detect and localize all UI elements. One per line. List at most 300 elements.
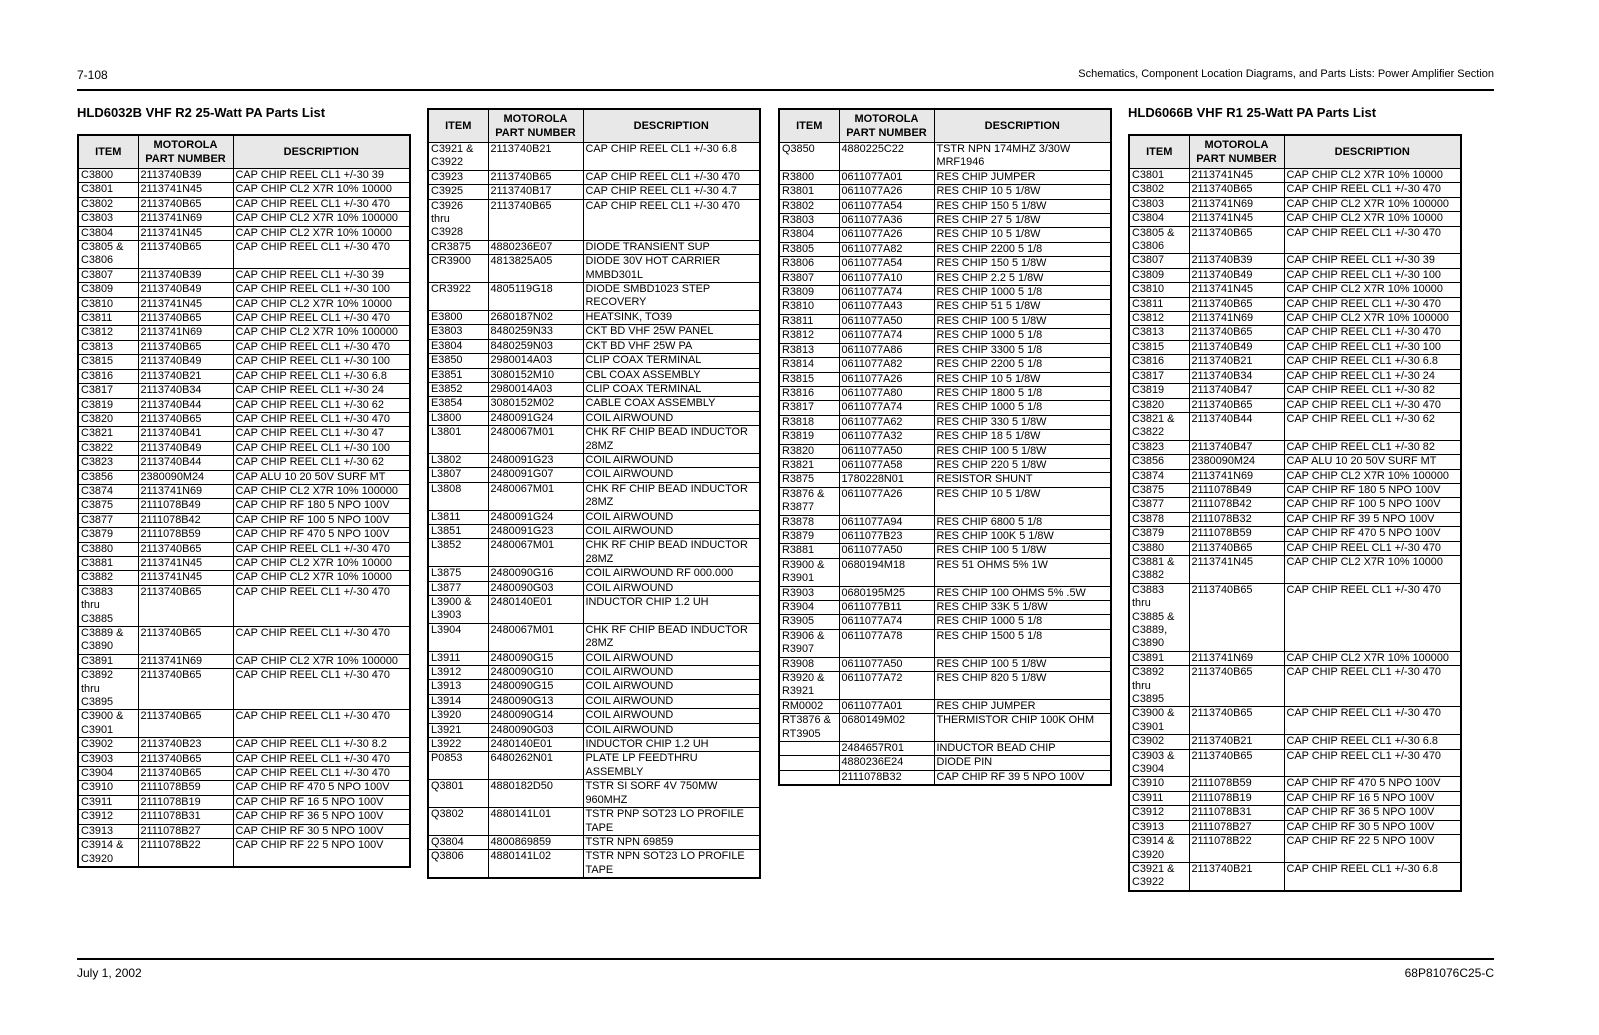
description-cell: RES CHIP 1000 5 1/8 — [934, 286, 1111, 300]
part-number-cell: 2480140E01 — [488, 596, 583, 624]
part-number-cell: 2111078B27 — [1189, 820, 1284, 834]
description-cell: RES CHIP 100 5 1/8W — [934, 657, 1111, 671]
description-cell: RES CHIP 1000 5 1/8 — [934, 401, 1111, 415]
item-cell: C3910 — [78, 781, 138, 795]
part-number-cell: 2113740B49 — [138, 355, 233, 369]
description-cell: INDUCTOR CHIP 1.2 UH — [583, 738, 760, 752]
part-number-cell: 2480091G23 — [488, 524, 583, 538]
table-row — [78, 297, 410, 311]
table-row — [779, 185, 1111, 199]
item-cell: C3875 — [78, 499, 138, 513]
table-row — [78, 795, 410, 809]
table-row — [779, 143, 1111, 171]
description-cell: CHK RF CHIP BEAD INDUCTOR 28MZ — [583, 539, 760, 567]
item-cell: C3883 thru C3885 & C3889, C3890 — [1129, 583, 1189, 651]
description-cell: CAP ALU 10 20 50V SURF MT — [233, 470, 410, 484]
description-cell: CAP CHIP REEL CL1 +/-30 470 — [1284, 226, 1461, 254]
description-cell: CAP CHIP REEL CL1 +/-30 6.8 — [1284, 862, 1461, 890]
item-cell: R3807 — [779, 271, 839, 285]
item-cell: R3819 — [779, 430, 839, 444]
item-cell: C3819 — [78, 398, 138, 412]
part-number-cell: 2480140E01 — [488, 738, 583, 752]
description-cell: CAP CHIP RF 16 5 NPO 100V — [1284, 791, 1461, 805]
item-cell: E3800 — [428, 310, 488, 324]
description-cell: CAP CHIP REEL CL1 +/-30 62 — [1284, 412, 1461, 440]
table-row — [78, 499, 410, 513]
item-cell: L3900 & L3903 — [428, 596, 488, 624]
table-row — [428, 651, 760, 665]
table-row — [428, 397, 760, 411]
description-cell: COIL AIRWOUND — [583, 524, 760, 538]
table-row — [428, 199, 760, 240]
item-cell: C3877 — [1129, 498, 1189, 512]
part-number-cell: 0611077A43 — [839, 300, 934, 314]
description-cell: DIODE 30V HOT CARRIER MMBD301L — [583, 255, 760, 283]
part-number-cell: 2113740B65 — [1189, 297, 1284, 311]
item-cell: C3816 — [1129, 355, 1189, 369]
table-row — [779, 314, 1111, 328]
item-cell: C3878 — [1129, 512, 1189, 526]
part-number-cell: 0611077A01 — [839, 699, 934, 713]
table-row — [78, 669, 410, 710]
item-cell: C3903 & C3904 — [1129, 749, 1189, 777]
description-cell: CAP CHIP REEL CL1 +/-30 470 — [583, 170, 760, 184]
part-number-cell: 0611077A78 — [839, 629, 934, 657]
table-row — [78, 781, 410, 795]
description-cell: CAP CHIP REEL CL1 +/-30 39 — [233, 169, 410, 183]
table-row — [1129, 791, 1461, 805]
item-cell — [779, 756, 839, 770]
description-cell: RES CHIP 220 5 1/8W — [934, 458, 1111, 472]
description-cell: CAP CHIP REEL CL1 +/-30 100 — [233, 441, 410, 455]
part-number-cell: 2113741N45 — [1189, 169, 1284, 183]
item-cell: L3912 — [428, 666, 488, 680]
part-number-cell: 2113740B65 — [138, 412, 233, 426]
table-row — [78, 441, 410, 455]
item-cell: C3804 — [78, 226, 138, 240]
part-number-cell: 2380090M24 — [1189, 455, 1284, 469]
part-number-cell: 0611077A58 — [839, 458, 934, 472]
table-row — [78, 312, 410, 326]
item-cell: E3804 — [428, 339, 488, 353]
part-number-cell: 2484657R01 — [839, 742, 934, 756]
column-header-description: DESCRIPTION — [233, 135, 410, 169]
item-cell: R3801 — [779, 185, 839, 199]
description-cell: CAP CHIP REEL CL1 +/-30 470 — [233, 767, 410, 781]
item-cell: R3903 — [779, 586, 839, 600]
item-cell: C3879 — [78, 528, 138, 542]
description-cell: PLATE LP FEEDTHRU ASSEMBLY — [583, 752, 760, 780]
description-cell: RES CHIP 1000 5 1/8 — [934, 329, 1111, 343]
table-row — [428, 567, 760, 581]
item-cell: C3823 — [78, 456, 138, 470]
part-number-cell: 2113740B65 — [138, 669, 233, 710]
item-cell: R3813 — [779, 343, 839, 357]
table-row — [1129, 183, 1461, 197]
part-number-cell: 2480091G23 — [488, 453, 583, 467]
header-rule — [77, 89, 1494, 91]
description-cell: CAP CHIP REEL CL1 +/-30 62 — [233, 398, 410, 412]
description-cell: RES CHIP 1000 5 1/8 — [934, 615, 1111, 629]
part-number-cell: 2111078B49 — [1189, 483, 1284, 497]
item-cell: C3882 — [78, 571, 138, 585]
part-number-cell: 2113741N69 — [138, 326, 233, 340]
table-row — [1129, 326, 1461, 340]
description-cell: CAP CHIP REEL CL1 +/-30 100 — [1284, 340, 1461, 354]
table-row — [779, 444, 1111, 458]
table-row — [428, 170, 760, 184]
part-number-cell: 0611077A26 — [839, 487, 934, 515]
part-number-cell: 2480090G03 — [488, 723, 583, 737]
item-cell: R3875 — [779, 473, 839, 487]
part-number-cell: 2113741N69 — [1189, 469, 1284, 483]
item-cell: C3816 — [78, 369, 138, 383]
part-number-cell: 2480090G15 — [488, 651, 583, 665]
description-cell: CAP CHIP REEL CL1 +/-30 470 — [1284, 749, 1461, 777]
column-header-description: DESCRIPTION — [1284, 135, 1461, 169]
item-cell: C3877 — [78, 513, 138, 527]
table-row — [779, 473, 1111, 487]
part-number-cell: 2980014A03 — [488, 354, 583, 368]
description-cell: CAP CHIP REEL CL1 +/-30 82 — [1284, 384, 1461, 398]
table-row — [78, 585, 410, 626]
description-cell: INDUCTOR CHIP 1.2 UH — [583, 596, 760, 624]
table-row — [78, 169, 410, 183]
part-number-cell: 2113740B65 — [1189, 226, 1284, 254]
item-cell: R3809 — [779, 286, 839, 300]
table-row — [428, 325, 760, 339]
footer-doc-number: 68P81076C25-C — [1404, 966, 1494, 980]
description-cell: RES CHIP 10 5 1/8W — [934, 185, 1111, 199]
description-cell: CAP CHIP RF 36 5 NPO 100V — [1284, 806, 1461, 820]
item-cell: C3815 — [78, 355, 138, 369]
part-number-cell: 0611077A80 — [839, 386, 934, 400]
description-cell: CAP CHIP RF 22 5 NPO 100V — [1284, 835, 1461, 863]
part-number-cell: 0611077A94 — [839, 515, 934, 529]
item-cell: R3806 — [779, 257, 839, 271]
table-row — [78, 513, 410, 527]
part-number-cell: 3080152M10 — [488, 368, 583, 382]
table-row — [1129, 541, 1461, 555]
table-row — [779, 214, 1111, 228]
description-cell: CHK RF CHIP BEAD INDUCTOR 28MZ — [583, 623, 760, 651]
item-cell: C3804 — [1129, 212, 1189, 226]
table-row — [428, 738, 760, 752]
item-cell: R3803 — [779, 214, 839, 228]
item-cell: C3856 — [1129, 455, 1189, 469]
column-header-part-number: MOTOROLA PART NUMBER — [839, 109, 934, 143]
item-cell: R3908 — [779, 657, 839, 671]
description-cell: CABLE COAX ASSEMBLY — [583, 397, 760, 411]
table-row — [779, 657, 1111, 671]
table-row — [779, 300, 1111, 314]
description-cell: CAP CHIP REEL CL1 +/-30 62 — [233, 456, 410, 470]
description-cell: RES CHIP 100K 5 1/8W — [934, 529, 1111, 543]
table-row — [428, 539, 760, 567]
item-cell: C3891 — [78, 654, 138, 668]
description-cell: CAP CHIP CL2 X7R 10% 10000 — [233, 297, 410, 311]
part-number-cell: 0611077B11 — [839, 601, 934, 615]
part-number-cell: 0611077A26 — [839, 228, 934, 242]
item-cell: R3904 — [779, 601, 839, 615]
table-row — [428, 666, 760, 680]
item-cell: R3814 — [779, 358, 839, 372]
part-number-cell: 2113741N45 — [138, 297, 233, 311]
table-row — [1129, 312, 1461, 326]
part-number-cell: 0611077A74 — [839, 401, 934, 415]
item-cell: C3889 & C3890 — [78, 627, 138, 655]
table-row — [428, 752, 760, 780]
item-cell: R3815 — [779, 372, 839, 386]
description-cell: CAP CHIP CL2 X7R 10% 10000 — [233, 571, 410, 585]
table-row — [428, 850, 760, 878]
part-number-cell: 0611077A72 — [839, 672, 934, 700]
description-cell: CAP CHIP CL2 X7R 10% 100000 — [233, 484, 410, 498]
table-row — [78, 484, 410, 498]
description-cell: COIL AIRWOUND — [583, 510, 760, 524]
table-row — [779, 529, 1111, 543]
part-number-cell: 1780228N01 — [839, 473, 934, 487]
parts-list-title-hld6066b: HLD6066B VHF R1 25-Watt PA Parts List — [1128, 105, 1377, 120]
table-row — [428, 283, 760, 311]
part-number-cell: 0611077A50 — [839, 314, 934, 328]
part-number-cell: 2113740B44 — [138, 456, 233, 470]
part-number-cell: 2113740B39 — [138, 268, 233, 282]
part-number-cell: 0611077A74 — [839, 615, 934, 629]
item-cell: R3817 — [779, 401, 839, 415]
item-cell: C3925 — [428, 185, 488, 199]
part-number-cell: 2113740B44 — [1189, 412, 1284, 440]
part-number-cell: 2113740B49 — [138, 283, 233, 297]
description-cell: DIODE TRANSIENT SUP — [583, 240, 760, 254]
table-row — [428, 808, 760, 836]
table-row — [428, 354, 760, 368]
item-cell — [779, 742, 839, 756]
item-cell: C3800 — [78, 169, 138, 183]
table-row — [1129, 777, 1461, 791]
table-row — [1129, 212, 1461, 226]
description-cell: COIL AIRWOUND — [583, 680, 760, 694]
description-cell: RES CHIP 1500 5 1/8 — [934, 629, 1111, 657]
part-number-cell: 2113740B65 — [138, 627, 233, 655]
table-row — [1129, 398, 1461, 412]
part-number-cell: 2113740B65 — [1189, 541, 1284, 555]
description-cell: RES CHIP 150 5 1/8W — [934, 199, 1111, 213]
item-cell: L3807 — [428, 468, 488, 482]
item-cell: C3810 — [78, 297, 138, 311]
part-number-cell: 2111078B59 — [138, 781, 233, 795]
description-cell: RES CHIP 2.2 5 1/8W — [934, 271, 1111, 285]
description-cell: CAP CHIP REEL CL1 +/-30 39 — [233, 268, 410, 282]
item-cell: C3821 & C3822 — [1129, 412, 1189, 440]
item-cell: CR3900 — [428, 255, 488, 283]
table-row — [1129, 820, 1461, 834]
table-row — [428, 411, 760, 425]
description-cell: CAP CHIP REEL CL1 +/-30 470 — [233, 241, 410, 269]
part-number-cell: 2113740B65 — [1189, 666, 1284, 707]
description-cell: DIODE PIN — [934, 756, 1111, 770]
column-header-item: ITEM — [779, 109, 839, 143]
table-row — [428, 382, 760, 396]
item-cell: Q3850 — [779, 143, 839, 171]
table-row — [428, 581, 760, 595]
item-cell: L3921 — [428, 723, 488, 737]
description-cell: TSTR PNP SOT23 LO PROFILE TAPE — [583, 808, 760, 836]
part-number-cell: 2113740B44 — [138, 398, 233, 412]
item-cell: C3891 — [1129, 651, 1189, 665]
description-cell: CAP CHIP REEL CL1 +/-30 470 — [1284, 297, 1461, 311]
table-row — [1129, 651, 1461, 665]
description-cell: CAP CHIP REEL CL1 +/-30 470 — [1284, 666, 1461, 707]
item-cell: C3921 & C3922 — [1129, 862, 1189, 890]
table-row — [78, 542, 410, 556]
item-cell: C3880 — [78, 542, 138, 556]
item-cell: R3804 — [779, 228, 839, 242]
item-cell: Q3806 — [428, 850, 488, 878]
item-cell: C3923 — [428, 170, 488, 184]
description-cell: COIL AIRWOUND — [583, 581, 760, 595]
description-cell: CHK RF CHIP BEAD INDUCTOR 28MZ — [583, 482, 760, 510]
part-number-cell: 2113740B65 — [138, 241, 233, 269]
part-number-cell: 2480091G24 — [488, 411, 583, 425]
parts-table-hld6066b — [1128, 134, 1460, 892]
item-cell: C3912 — [1129, 806, 1189, 820]
part-number-cell: 0611077A54 — [839, 257, 934, 271]
table-row — [428, 310, 760, 324]
description-cell: CAP CHIP RF 16 5 NPO 100V — [233, 795, 410, 809]
description-cell: CAP CHIP RF 36 5 NPO 100V — [233, 810, 410, 824]
part-number-cell: 4813825A05 — [488, 255, 583, 283]
description-cell: CAP CHIP REEL CL1 +/-30 470 — [233, 312, 410, 326]
item-cell: C3881 & C3882 — [1129, 555, 1189, 583]
table-row — [779, 358, 1111, 372]
part-number-cell: 0611077A50 — [839, 444, 934, 458]
description-cell: RES CHIP 820 5 1/8W — [934, 672, 1111, 700]
item-cell: C3910 — [1129, 777, 1189, 791]
column-header-item: ITEM — [428, 109, 488, 143]
item-cell: L3922 — [428, 738, 488, 752]
item-cell: R3818 — [779, 415, 839, 429]
description-cell: CAP CHIP CL2 X7R 10% 100000 — [233, 212, 410, 226]
description-cell: COIL AIRWOUND — [583, 666, 760, 680]
part-number-cell: 2480090G14 — [488, 709, 583, 723]
part-number-cell: 2113740B17 — [488, 185, 583, 199]
description-cell: RES CHIP 6800 5 1/8 — [934, 515, 1111, 529]
item-cell: C3820 — [1129, 398, 1189, 412]
table-row — [78, 212, 410, 226]
table-row — [78, 528, 410, 542]
part-number-cell: 2113740B21 — [488, 143, 583, 171]
table-row — [78, 398, 410, 412]
description-cell: CAP CHIP RF 22 5 NPO 100V — [233, 839, 410, 867]
table-row — [1129, 862, 1461, 890]
description-cell: RES CHIP 330 5 1/8W — [934, 415, 1111, 429]
part-number-cell: 2113740B49 — [1189, 268, 1284, 282]
description-cell: RES CHIP 100 5 1/8W — [934, 544, 1111, 558]
footer-rule — [77, 958, 1494, 960]
description-cell: COIL AIRWOUND — [583, 694, 760, 708]
part-number-cell: 2113740B65 — [138, 752, 233, 766]
description-cell: CAP ALU 10 20 50V SURF MT — [1284, 455, 1461, 469]
item-cell: C3874 — [78, 484, 138, 498]
item-cell: C3819 — [1129, 384, 1189, 398]
column-header-part-number: MOTOROLA PART NUMBER — [488, 109, 583, 143]
part-number-cell: 2113740B23 — [138, 738, 233, 752]
part-number-cell: 0611077A50 — [839, 657, 934, 671]
description-cell: CAP CHIP CL2 X7R 10% 10000 — [1284, 169, 1461, 183]
part-number-cell: 4805119G18 — [488, 283, 583, 311]
description-cell: CBL COAX ASSEMBLY — [583, 368, 760, 382]
item-cell: R3821 — [779, 458, 839, 472]
table-row — [78, 241, 410, 269]
table-row — [1129, 355, 1461, 369]
description-cell: CAP CHIP REEL CL1 +/-30 6.8 — [1284, 355, 1461, 369]
table-row — [1129, 555, 1461, 583]
description-cell: TSTR NPN 174MHZ 3/30W MRF1946 — [934, 143, 1111, 171]
item-cell: C3914 & C3920 — [1129, 835, 1189, 863]
table-row — [78, 839, 410, 867]
table-row — [428, 524, 760, 538]
table-row — [78, 427, 410, 441]
description-cell: THERMISTOR CHIP 100K OHM — [934, 714, 1111, 742]
item-cell: E3852 — [428, 382, 488, 396]
description-cell: CAP CHIP REEL CL1 +/-30 100 — [233, 355, 410, 369]
table-row — [428, 780, 760, 808]
item-cell: Q3804 — [428, 835, 488, 849]
table-row — [1129, 412, 1461, 440]
part-number-cell: 2480091G07 — [488, 468, 583, 482]
description-cell: CAP CHIP REEL CL1 +/-30 47 — [233, 427, 410, 441]
description-cell: CAP CHIP REEL CL1 +/-30 100 — [233, 283, 410, 297]
table-row — [779, 199, 1111, 213]
part-number-cell: 2113740B34 — [138, 384, 233, 398]
part-number-cell: 2113740B39 — [1189, 254, 1284, 268]
part-number-cell: 2480090G10 — [488, 666, 583, 680]
table-row — [1129, 384, 1461, 398]
table-row — [428, 510, 760, 524]
part-number-cell: 2111078B59 — [138, 528, 233, 542]
part-number-cell: 2111078B27 — [138, 824, 233, 838]
description-cell: CAP CHIP REEL CL1 +/-30 470 — [1284, 183, 1461, 197]
part-number-cell: 2113740B65 — [138, 710, 233, 738]
table-row — [78, 627, 410, 655]
item-cell: L3811 — [428, 510, 488, 524]
item-cell: C3811 — [1129, 297, 1189, 311]
item-cell: C3926 thru C3928 — [428, 199, 488, 240]
item-cell: C3801 — [1129, 169, 1189, 183]
table-row — [779, 372, 1111, 386]
item-cell: C3904 — [78, 767, 138, 781]
description-cell: TSTR SI SORF 4V 750MW 960MHZ — [583, 780, 760, 808]
description-cell: CAP CHIP REEL CL1 +/-30 470 — [583, 199, 760, 240]
item-cell: L3920 — [428, 709, 488, 723]
item-cell: C3900 & C3901 — [78, 710, 138, 738]
part-number-cell: 2113740B41 — [138, 427, 233, 441]
table-row — [78, 556, 410, 570]
item-cell: C3879 — [1129, 527, 1189, 541]
part-number-cell: 2113740B21 — [138, 369, 233, 383]
item-cell: C3803 — [78, 212, 138, 226]
item-cell: E3854 — [428, 397, 488, 411]
part-number-cell: 2480091G24 — [488, 510, 583, 524]
item-cell: E3803 — [428, 325, 488, 339]
part-number-cell: 0611077A26 — [839, 372, 934, 386]
item-cell: C3805 & C3806 — [78, 241, 138, 269]
description-cell: RES CHIP 10 5 1/8W — [934, 487, 1111, 515]
part-number-cell: 2113741N69 — [138, 654, 233, 668]
description-cell: CAP CHIP REEL CL1 +/-30 470 — [1284, 707, 1461, 735]
description-cell: CAP CHIP REEL CL1 +/-30 470 — [233, 710, 410, 738]
